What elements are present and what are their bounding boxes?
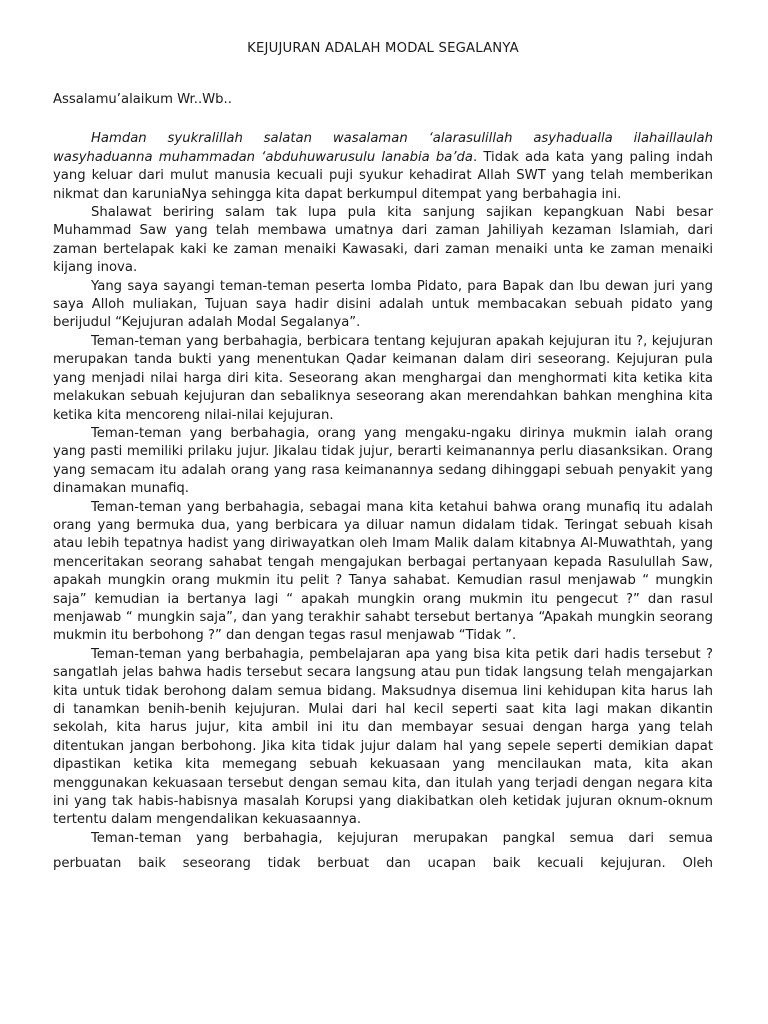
paragraph-mukmin: Teman-teman yang berbahagia, orang yang mengaku-ngaku dirinya mukmin ialah orang yang pasti memiliki prilaku jujur. Jikalau tidak jujur, berarti keimanannya perlu diasanksikan. Orang yang semacam itu adalah orang yang rasa keimanannya sedang dihinggapi sebuah penyakit yang dinamakan munafiq.	[53, 425, 713, 497]
paragraph-lesson: Teman-teman yang berbahagia, pembelajaran apa yang bisa kita petik dari hadis tersebut ? sangatlah jelas bahwa hadis tersebut secara langsung atau pun tidak langsung telah mengajarkan kita untuk tidak berohong dalam semua bidang. Maksudnya disemua lini kehidupan kita harus lah di tanamkan benih-benih kejujuran. Mulai dari hal kecil seperti saat kita lagi makan dikantin sekolah, kita harus jujur, kita ambil ini itu dan membayar sesuai dengan harga yang telah ditentukan jangan berbohong. Jika kita tidak jujur dalam hal yang sepele seperti demikian dapat dipastikan ketika kita memegang sebuah kekuasaan yang mencilaukan mata, kita akan menggunakan kekuasaan tersebut dengan semau kita, dan itulah yang terjadi dengan negara kita ini yang tak habis-habisnya masalah Korupsi yang diakibatkan oleh ketidak jujuran oknum-oknum tertentu dalam mengendalikan kekuasaannya.	[53, 646, 713, 828]
document-body	[53, 130, 713, 873]
paragraph-opening	[53, 130, 713, 204]
paragraph-closing-line2: perbuatan baik seseorang tidak berbuat dan ucapan baik kecuali kejujuran. Oleh	[53, 856, 713, 872]
paragraph-hadith-story: Teman-teman yang berbahagia, sebagai mana kita ketahui bahwa orang munafiq itu adalah orang yang bermuka dua, yang berbicara ya diluar namun didalam tidak. Teringat sebuah kisah atau lebih tepatnya hadist yang diriwayatkan oleh Imam Malik dalam kitabnya Al-Muwathtah, yang menceritakan seorang sahabat tengah mengajukan berbagai pertanyaan kepada Rasulullah Saw, apakah mungkin orang mukmin itu pelit ? Tanya sahabat. Kemudian rasul menjawab “ mungkin saja” kemudian ia bertanya lagi “ apakah mungkin orang mukmin itu pengecut ?” dan rasul menjawab “ mungkin saja”, dan yang terakhir sahabt tersebut bertanya “Apakah mungkin seorang mukmin itu berbohong ?” dan dengan tegas rasul menjawab “Tidak ”.	[53, 499, 713, 644]
paragraph-closing	[53, 830, 713, 874]
paragraph-greeting-audience: Yang saya sayangi teman-teman peserta lomba Pidato, para Bapak dan Ibu dewan juri yang saya Alloh muliakan, Tujuan saya hadir disini adalah untuk membacakan sebuah pidato yang berijudul “Kejujuran adalah Modal Segalanya”.	[53, 278, 713, 331]
arabic-opening-phrase: Hamdan syukralillah salatan wasalaman ‘alarasulillah asyhadualla ilahaillaulah wasyhaduanna muhammadan ‘abduhuwarusulu lanabia ba’da	[53, 131, 713, 165]
paragraph-shalawat: Shalawat beriring salam tak lupa pula kita sanjung sajikan kepangkuan Nabi besar Muhammad Saw yang telah membawa umatnya dari zaman Jahiliyah kezaman Islamiah, dari zaman bertelapak kaki ke zaman menaiki Kawasaki, dari zaman menaiki unta ke zaman menaiki kijang inova.	[53, 205, 713, 276]
paragraph-opening-text: . Tidak ada kata yang paling indah yang keluar dari mulut manusia kecuali puji syukur kehadirat Allah SWT yang telah memberikan nikmat dan karuniaNya sehingga kita dapat berkumpul ditempat yang berbahagia ini.	[53, 149, 714, 202]
document-title: KEJUJURAN ADALAH MODAL SEGALANYA	[247, 41, 519, 56]
document-page	[53, 40, 713, 874]
paragraph-definition: Teman-teman yang berbahagia, berbicara tentang kejujuran apakah kejujuran itu ?, kejujuran merupakan tanda bukti yang menentukan Qadar keimanan dalam diri seseorang. Kejujuran pula yang menjadi nilai harga diri kita. Seseorang akan menghargai dan menghormati kita ketika kita melakukan sebuah kejujuran dan sebaliknya seseorang akan merendahkan bahkan menghina kita ketika kita mencoreng nilai-nilai kejujuran.	[53, 333, 713, 423]
greeting: Assalamu’alaikum Wr..Wb..	[53, 92, 232, 107]
paragraph-closing-line1: Teman-teman yang berbahagia, kejujuran merupakan pangkal semua dari semua	[91, 830, 713, 846]
